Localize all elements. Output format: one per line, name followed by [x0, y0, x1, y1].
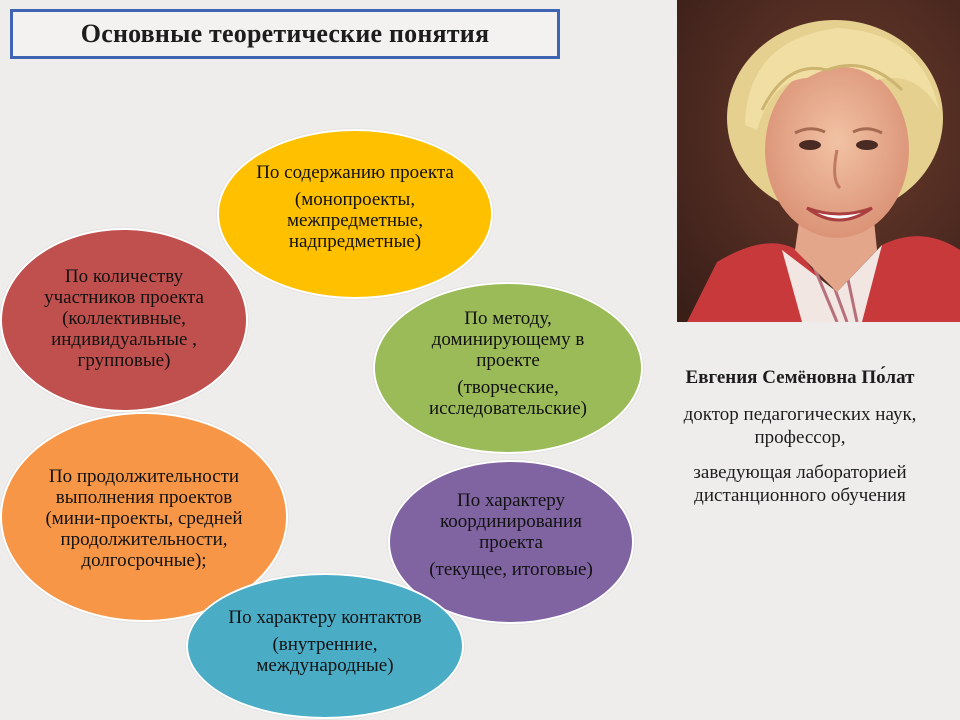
ellipse-coordination-heading: По характеру координирования проекта	[440, 490, 582, 553]
ellipse-method	[373, 282, 643, 454]
person-name: Евгения Семёновна По́лат	[685, 367, 915, 388]
ellipse-participants	[0, 228, 248, 412]
ellipse-contacts-heading: По характеру контактов	[228, 606, 422, 628]
title-box	[10, 9, 560, 59]
ellipse-content-detail: (монопроекты, межпредметные, надпредметные)	[287, 189, 423, 252]
page-title: Основные теоретические понятия	[80, 19, 490, 48]
ellipse-contacts-detail: (внутренние, международные)	[256, 633, 394, 676]
portrait-photo	[677, 0, 960, 322]
person-position: заведующая лабораторией дистанционного обучения	[693, 462, 907, 506]
ellipse-method-detail: (творческие, исследовательские)	[428, 376, 587, 419]
ellipse-content	[217, 129, 493, 299]
ellipse-contacts	[186, 573, 464, 719]
ellipse-method-heading: По методу, доминирующему в проекте	[431, 307, 585, 371]
portrait-illustration	[677, 0, 960, 322]
person-degree: доктор педагогических наук, профессор,	[683, 404, 917, 448]
ellipse-participants-text: По количеству участников проекта (коллективные, индивидуальные , групповые)	[44, 265, 204, 371]
ellipse-duration-text: По продолжительности выполнения проектов (мини-проекты, средней продолжительности, долгосрочные);	[45, 465, 243, 571]
person-info	[640, 366, 960, 507]
ellipse-content-heading: По содержанию проекта	[256, 162, 454, 183]
ellipse-coordination-detail: (текущее, итоговые)	[429, 559, 593, 580]
